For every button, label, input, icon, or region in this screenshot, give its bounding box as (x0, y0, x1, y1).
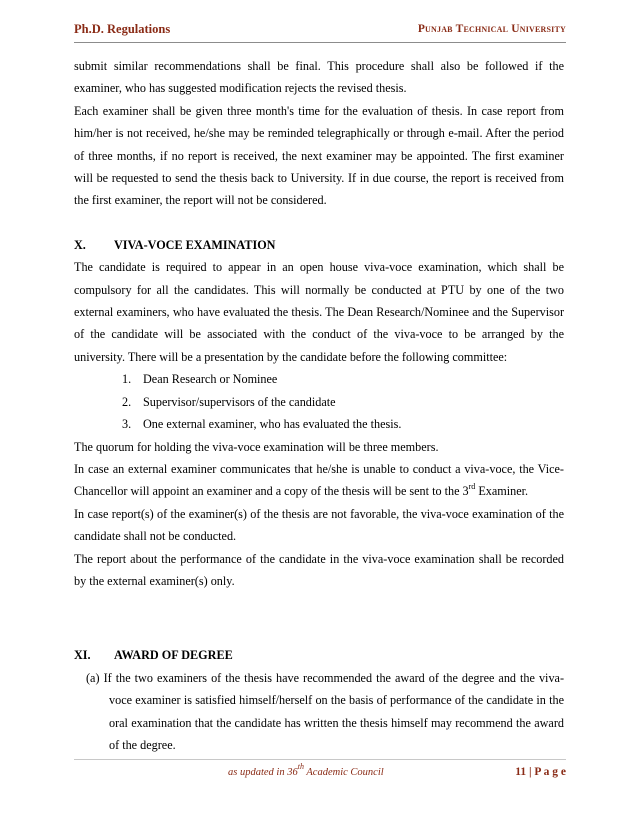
intro-paragraph-1: submit similar recommendations shall be final. This procedure shall also be followed if the examiner, who has suggested modification rejects the revised thesis. (74, 59, 564, 96)
intro-paragraph-2: Each examiner shall be given three month's time for the evaluation of thesis. In case report from him/her is not received, he/she may be reminded telegraphically or through e-mail. After the period of three months, if no report is received, the next examiner may be appointed. The first examiner will be requested to send the thesis back to University. If in due course, the report is received from the first examiner, the report will not be considered. (74, 103, 564, 208)
page-footer (74, 759, 566, 784)
quorum-paragraph: The quorum for holding the viva-voce examination will be three members. (74, 439, 439, 454)
section-x-number: X. (74, 237, 86, 252)
unfavorable-report-paragraph: In case report(s) of the examiner(s) of the thesis are not favorable, the viva-voce examination of the candidate shall not be conducted. (74, 506, 564, 544)
performance-report-paragraph: The report about the performance of the candidate in the viva-voce examination shall be recorded by the external examiner(s) only. (74, 551, 564, 588)
list-item: 1. Dean Research or Nominee (122, 372, 278, 387)
section-xi-heading (74, 644, 564, 666)
footer-update-note: as updated in 36th Academic Council (228, 762, 384, 778)
award-item-a: (a) If the two examiners of the thesis have recommended the award of the degree and the viva-voce examiner is satisfied himself/herself on the basis of performance of the candidate in the oral examination that the candidate has written the thesis himself may recommend the award of the degree. (86, 670, 565, 752)
section-xi-number: XI. (74, 648, 91, 663)
page-number: 11 | P a g e (515, 766, 566, 778)
header-title: Ph.D. Regulations (74, 22, 171, 36)
committee-list (74, 368, 564, 435)
section-x-title: VIVA-VOCE EXAMINATION (114, 237, 276, 252)
section-xi-title: AWARD OF DEGREE (114, 648, 233, 663)
list-item: 2. Supervisor/supervisors of the candidate (122, 394, 336, 409)
list-item: 3. One external examiner, who has evaluated the thesis. (122, 417, 402, 432)
viva-paragraph-1: The candidate is required to appear in an open house viva-voce examination, which shall be compulsory for all the candidates. This will normally be conducted at PTU by one of the two external examiners, who have evaluated the thesis. The Dean Research/Nominee and the Supervisor of the candidate will be associated with the conduct of the viva-voce to be arranged by the university. There will be a presentation by the candidate before the following committee: (74, 260, 564, 364)
header-university: Punjab Technical University (417, 23, 566, 35)
section-x-heading (74, 234, 564, 256)
external-examiner-paragraph: In case an external examiner communicates that he/she is unable to conduct a viva-voce, the Vice-Chancellor will appoint an examiner and a copy of the thesis will be sent to the 3rd Examiner. (74, 461, 564, 499)
page-header (74, 20, 566, 43)
page-content (74, 55, 564, 756)
